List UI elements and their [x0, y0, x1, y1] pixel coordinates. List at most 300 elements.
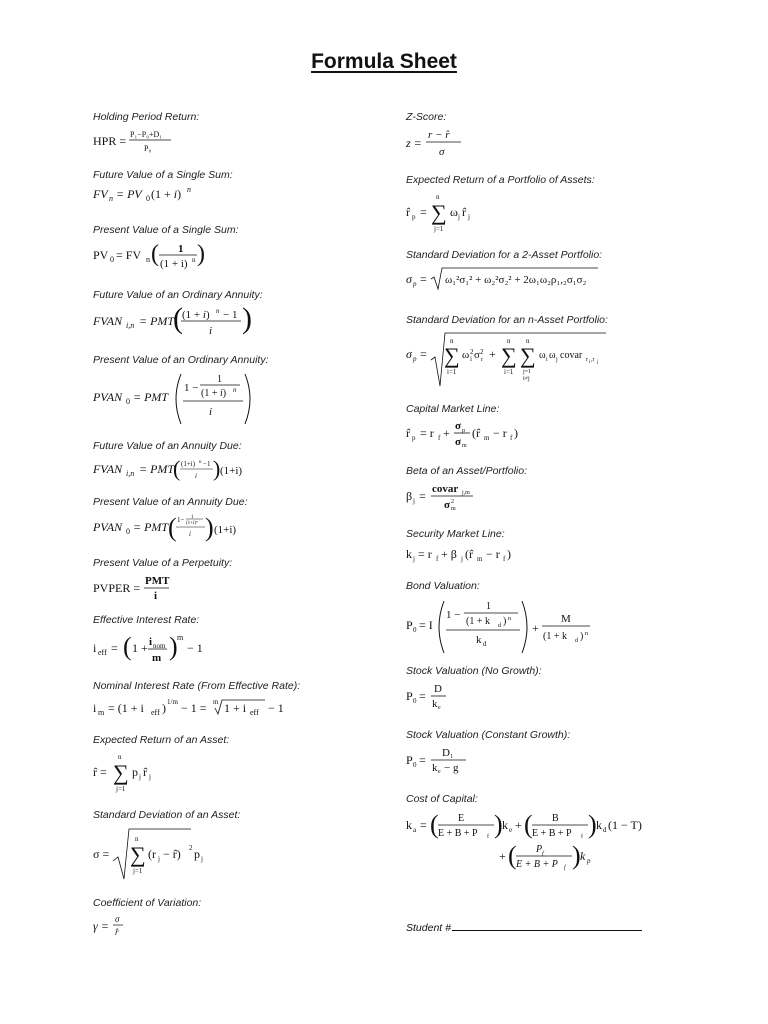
svg-text:∑: ∑: [444, 343, 460, 368]
svg-text:(1+i)ⁿ: (1+i)ⁿ: [186, 521, 198, 526]
svg-text:−1: −1: [203, 460, 211, 468]
svg-text:(r: (r: [148, 847, 156, 861]
svg-text:ω: ω: [450, 205, 458, 219]
formula-label: Present Value of a Perpetuity:: [93, 557, 233, 569]
svg-text:1 + i: 1 + i: [224, 701, 247, 715]
svg-text:P: P: [406, 618, 413, 632]
formula-bond: [406, 596, 626, 656]
svg-text:f: f: [487, 834, 489, 840]
svg-text:ω₁²σ₁² + ω₂²σ₂² + 2ω₁ω₂ρ₁,₂σ₁σ: ω₁²σ₁² + ω₂²σ₂² + 2ω₁ω₂ρ₁,₂σ₁σ₂: [445, 274, 587, 286]
formula-hpr: [93, 127, 203, 155]
formula-label: Effective Interest Rate:: [93, 614, 200, 626]
svg-text:n: n: [118, 753, 122, 761]
svg-text:j: j: [597, 360, 599, 365]
svg-text:r̂: r̂: [406, 205, 410, 219]
formula-block-cml: [406, 403, 566, 449]
svg-text:): ): [494, 810, 503, 839]
svg-text:(1 + i): (1 + i): [151, 187, 182, 201]
svg-text:(1+i): (1+i): [220, 465, 243, 477]
svg-text:p: p: [194, 847, 200, 861]
svg-text:eff: eff: [151, 708, 160, 717]
formula-cml: [406, 419, 566, 449]
svg-text:p: p: [413, 280, 417, 288]
svg-text:k: k: [476, 634, 482, 646]
svg-text:σ =: σ =: [93, 847, 110, 861]
svg-text:r̂: r̂: [115, 927, 119, 937]
formula-fvan: [93, 302, 263, 339]
svg-text:PVAN: PVAN: [93, 520, 123, 534]
svg-text:=: =: [419, 689, 426, 703]
svg-text:(: (: [173, 456, 181, 481]
formula-block-sml: [406, 528, 546, 564]
svg-text:n: n: [146, 255, 150, 264]
svg-text:eff: eff: [250, 708, 259, 717]
svg-text:f: f: [581, 834, 583, 840]
svg-text:): ): [169, 632, 178, 661]
svg-text:2: 2: [480, 348, 484, 356]
svg-text:=: =: [419, 489, 426, 503]
svg-text:nom: nom: [153, 642, 166, 650]
svg-text:p: p: [462, 428, 465, 434]
svg-text:r̂: r̂: [462, 205, 466, 219]
formula-label: Stock Valuation (Constant Growth):: [406, 729, 571, 741]
svg-text:i: i: [470, 355, 472, 363]
svg-text:r̂: r̂: [406, 426, 410, 440]
svg-text:): ): [242, 302, 252, 335]
svg-text:0: 0: [126, 397, 130, 406]
svg-text:n: n: [436, 193, 440, 201]
svg-text:2: 2: [470, 348, 474, 356]
formula-beta: [406, 481, 527, 511]
formula-label: Bond Valuation:: [406, 580, 480, 592]
svg-text:= PMT: = PMT: [133, 390, 169, 404]
svg-text:): ): [162, 701, 166, 715]
svg-text:σ: σ: [474, 349, 480, 361]
svg-text:∑: ∑: [431, 200, 447, 225]
svg-text:γ =: γ =: [93, 919, 109, 933]
svg-text:m: m: [98, 708, 105, 717]
formula-block-nominal-rate: [93, 680, 300, 718]
formula-label: Stock Valuation (No Growth):: [406, 665, 542, 677]
svg-text:(: (: [168, 513, 177, 542]
formula-block-perpetuity: [93, 557, 232, 603]
svg-text:− r: − r: [493, 426, 507, 440]
svg-text:z =: z =: [406, 136, 422, 150]
svg-text:(: (: [151, 241, 159, 267]
svg-text:n: n: [585, 631, 588, 637]
formula-block-beta: [406, 465, 527, 511]
svg-text:d: d: [498, 623, 501, 629]
svg-text:B: B: [552, 813, 559, 824]
svg-text:n: n: [507, 337, 511, 345]
formula-label: Beta of an Asset/Portfolio:: [406, 465, 528, 477]
svg-text:FVAN: FVAN: [93, 314, 123, 328]
svg-text:r − r̂: r − r̂: [428, 129, 450, 141]
svg-text:D: D: [434, 683, 442, 695]
svg-text:f: f: [503, 555, 506, 563]
formula-coef-variation: [93, 913, 201, 939]
svg-text:1: 1: [191, 515, 194, 520]
formula-nominal-rate: [93, 696, 300, 718]
svg-text:(1 + i): (1 + i): [160, 258, 188, 270]
svg-text:j: j: [149, 773, 151, 781]
svg-text:): ): [213, 456, 221, 481]
svg-text:e: e: [438, 769, 441, 775]
svg-text:n: n: [109, 194, 113, 203]
svg-text:k: k: [502, 818, 508, 832]
svg-text:+: +: [489, 347, 496, 361]
svg-text:=: =: [111, 641, 118, 655]
formula-label: Z-Score:: [406, 111, 447, 123]
student-number-field[interactable]: [406, 921, 642, 934]
svg-text:f: f: [438, 434, 441, 442]
formula-label: Security Market Line:: [406, 528, 505, 540]
svg-text:): ): [514, 426, 518, 440]
formula-z-score: [406, 127, 486, 159]
svg-text:ω: ω: [462, 349, 470, 361]
svg-text:k: k: [406, 547, 412, 561]
svg-text:− r̂): − r̂): [163, 847, 181, 861]
svg-text:=: =: [419, 753, 426, 767]
page-title: Formula Sheet: [311, 50, 457, 73]
svg-text:r: r: [586, 357, 588, 363]
svg-text:− g: − g: [444, 762, 459, 774]
svg-text:0: 0: [413, 697, 417, 705]
svg-text:j: j: [158, 855, 160, 863]
svg-text:PVAN: PVAN: [93, 390, 123, 404]
svg-text:j: j: [461, 555, 463, 563]
formula-label: Future Value of a Single Sum:: [93, 169, 233, 181]
svg-text:i: i: [154, 590, 158, 602]
svg-text:− 1: − 1: [187, 641, 203, 655]
svg-text:(r̂: (r̂: [472, 426, 480, 440]
svg-text:PVPER =: PVPER =: [93, 581, 141, 595]
svg-text:1 +: 1 +: [132, 641, 148, 655]
svg-text:P₁−P₀+D₁: P₁−P₀+D₁: [130, 130, 163, 139]
formula-sml: [406, 544, 546, 564]
svg-text:p: p: [413, 355, 417, 363]
svg-text:= r: = r: [420, 426, 434, 440]
svg-text:p: p: [132, 765, 138, 779]
formula-n-asset-sd: [406, 330, 636, 388]
svg-text:FV: FV: [93, 187, 108, 201]
svg-text:i: i: [189, 530, 191, 538]
formula-label: Cost of Capital:: [406, 793, 478, 805]
svg-text:f: f: [436, 555, 439, 563]
formula-stock-constant-growth: [406, 745, 570, 775]
svg-text:k: k: [580, 849, 586, 863]
formula-label: Present Value of an Annuity Due:: [93, 496, 248, 508]
svg-text:HPR =: HPR =: [93, 134, 127, 148]
svg-text:(: (: [173, 302, 183, 335]
svg-text:0: 0: [413, 761, 417, 769]
svg-text:): ): [507, 547, 511, 561]
formula-std-dev: [93, 825, 240, 885]
svg-text:i,n: i,n: [126, 469, 135, 478]
svg-text:(r̂: (r̂: [465, 547, 473, 561]
formula-label: Holding Period Return:: [93, 111, 200, 123]
formula-block-n-asset-sd: [406, 314, 636, 388]
formula-block-pv-single: [93, 224, 239, 272]
formula-cost-of-capital: [406, 809, 646, 879]
svg-text:i: i: [93, 641, 97, 655]
svg-text:+: +: [499, 849, 506, 863]
svg-text:m: m: [213, 698, 219, 706]
svg-text:= PMT: = PMT: [139, 462, 175, 476]
formula-pvan-due: [93, 512, 263, 544]
svg-text:j: j: [413, 555, 415, 563]
svg-text:f: f: [510, 434, 513, 442]
svg-text:i: i: [209, 325, 213, 337]
svg-text:m: m: [177, 633, 184, 642]
formula-fvan-due: [93, 456, 263, 484]
svg-text:r̂ =: r̂ =: [93, 765, 107, 779]
svg-text:σ: σ: [406, 347, 412, 361]
formula-pv-single: [93, 240, 239, 272]
svg-text:f: f: [564, 865, 566, 871]
svg-text:∑: ∑: [501, 343, 517, 368]
formula-stock-no-growth: [406, 681, 542, 711]
formula-block-z-score: [406, 111, 486, 159]
svg-text:D: D: [442, 747, 450, 759]
svg-text:1 −: 1 −: [184, 382, 199, 394]
svg-text:E + B + P: E + B + P: [438, 828, 478, 839]
svg-text:k: k: [596, 818, 602, 832]
svg-text:− 1: − 1: [223, 309, 238, 321]
formula-label: Standard Deviation for a 2-Asset Portfolio:: [406, 249, 603, 261]
svg-text:j: j: [556, 357, 558, 363]
formula-2-asset-sd: [406, 265, 626, 291]
formula-block-stock-constant-growth: [406, 729, 570, 775]
svg-text:E: E: [458, 813, 465, 824]
svg-text:= (1 + i: = (1 + i: [108, 701, 144, 715]
svg-text:= FV: = FV: [116, 248, 142, 262]
svg-text:P₀: P₀: [144, 144, 152, 153]
svg-text:1: 1: [486, 601, 491, 612]
svg-text:n: n: [192, 256, 196, 264]
formula-label: Capital Market Line:: [406, 403, 500, 415]
svg-text:1: 1: [450, 754, 453, 760]
svg-text:+: +: [515, 818, 522, 832]
svg-text:0: 0: [146, 194, 150, 203]
svg-text:d: d: [575, 638, 578, 644]
svg-text:n: n: [216, 307, 220, 315]
svg-text:p: p: [587, 857, 591, 865]
svg-text:(: (: [430, 810, 439, 839]
svg-text:= r: = r: [418, 547, 432, 561]
svg-text:eff: eff: [98, 648, 107, 657]
svg-text:− r: − r: [486, 547, 500, 561]
svg-text:=: =: [420, 347, 427, 361]
svg-text:covar: covar: [432, 483, 459, 495]
svg-text:0: 0: [126, 527, 130, 536]
formula-block-pvan-due: [93, 496, 263, 544]
svg-text:k: k: [432, 698, 438, 710]
svg-text:+ β: + β: [441, 547, 457, 561]
svg-text:j: j: [468, 213, 470, 221]
svg-text:1: 1: [178, 243, 184, 255]
svg-text:P: P: [536, 844, 543, 855]
svg-text:σ: σ: [406, 272, 412, 286]
svg-text:(1 − T): (1 − T): [608, 818, 642, 832]
svg-text:E + B + P: E + B + P: [532, 828, 572, 839]
svg-text:= PMT: = PMT: [139, 314, 175, 328]
svg-text:E + B + P: E + B + P: [516, 859, 558, 870]
svg-text:ω: ω: [549, 350, 556, 361]
svg-text:σ: σ: [439, 146, 445, 158]
svg-text:): ): [588, 810, 597, 839]
svg-text:j=1: j=1: [523, 369, 532, 375]
svg-text:1−: 1−: [177, 516, 185, 524]
svg-text:j,m: j,m: [462, 490, 470, 496]
svg-text:P: P: [406, 689, 413, 703]
formula-label: Expected Return of a Portfolio of Assets:: [406, 174, 595, 186]
svg-text:n: n: [233, 386, 237, 394]
svg-text:): ): [503, 616, 507, 627]
svg-text:m: m: [484, 434, 490, 442]
svg-text:j: j: [201, 855, 203, 863]
svg-text:(1+i): (1+i): [181, 460, 196, 468]
svg-text:(1 + i): (1 + i): [182, 309, 210, 321]
formula-block-fvan-due: [93, 440, 263, 484]
svg-text:(1 + k: (1 + k: [543, 631, 567, 642]
svg-text:PMT: PMT: [145, 575, 170, 587]
formula-label: Standard Deviation of an Asset:: [93, 809, 241, 821]
svg-text:n: n: [199, 460, 202, 465]
svg-text:0: 0: [413, 626, 417, 634]
svg-text:1/m: 1/m: [167, 698, 178, 706]
formula-block-2-asset-sd: [406, 249, 626, 291]
svg-text:r: r: [481, 357, 483, 363]
formula-block-cost-of-capital: [406, 793, 646, 879]
svg-text:= PV: = PV: [116, 187, 142, 201]
svg-text:i≠j: i≠j: [523, 376, 530, 382]
svg-text:n: n: [187, 185, 191, 194]
svg-text:f: f: [542, 851, 544, 857]
svg-text:(: (: [123, 632, 132, 661]
svg-text:i,n: i,n: [126, 321, 135, 330]
svg-text:d: d: [483, 640, 487, 648]
svg-text:0: 0: [110, 255, 114, 264]
svg-text:∑: ∑: [130, 842, 146, 867]
svg-text:a: a: [413, 826, 417, 834]
formula-block-bond: [406, 580, 626, 656]
svg-text:i: i: [149, 636, 153, 648]
svg-text:): ): [580, 631, 584, 642]
svg-text:σ: σ: [444, 499, 450, 511]
svg-text:∑: ∑: [113, 760, 129, 785]
svg-text:+: +: [443, 426, 450, 440]
svg-text:,r: ,r: [591, 357, 595, 363]
svg-text:i=1: i=1: [447, 368, 457, 376]
svg-text:ω: ω: [539, 350, 546, 361]
svg-text:j=1: j=1: [434, 225, 444, 233]
formula-block-effective-rate: [93, 614, 233, 664]
formula-label: Future Value of an Ordinary Annuity:: [93, 289, 263, 301]
svg-text:2: 2: [451, 499, 454, 505]
formula-block-expected-return: [93, 734, 229, 794]
svg-text:P: P: [406, 753, 413, 767]
svg-text:): ): [197, 241, 205, 267]
svg-text:n: n: [526, 337, 530, 345]
svg-text:k: k: [432, 762, 438, 774]
formula-block-portfolio-return: [406, 174, 595, 234]
svg-text:β: β: [406, 489, 413, 503]
svg-text:=: =: [420, 205, 427, 219]
svg-text:σ: σ: [455, 436, 461, 448]
svg-text:j=1: j=1: [116, 785, 126, 793]
formula-label: Coefficient of Variation:: [93, 897, 202, 909]
svg-text:FVAN: FVAN: [93, 462, 123, 476]
svg-text:∑: ∑: [520, 343, 536, 368]
svg-text:− 1: − 1: [268, 701, 284, 715]
formula-effective-rate: [93, 630, 233, 664]
svg-text:(1 + i): (1 + i): [201, 388, 227, 399]
svg-text:j: j: [413, 497, 415, 505]
student-number-blank-line[interactable]: [452, 921, 642, 931]
svg-text:(: (: [508, 841, 517, 870]
svg-text:2: 2: [189, 844, 193, 852]
formula-label: Present Value of an Ordinary Annuity:: [93, 354, 269, 366]
svg-text:p: p: [412, 213, 416, 221]
svg-text:(1 + k: (1 + k: [466, 616, 490, 627]
svg-text:=: =: [420, 818, 427, 832]
formula-expected-return: [93, 750, 229, 794]
svg-text:covar: covar: [560, 350, 583, 361]
svg-text:j: j: [458, 213, 460, 221]
svg-text:σ: σ: [455, 420, 461, 432]
svg-text:m: m: [462, 443, 467, 449]
formula-block-stock-no-growth: [406, 665, 542, 711]
formula-label: Present Value of a Single Sum:: [93, 224, 239, 236]
svg-text:= PMT: = PMT: [133, 520, 169, 534]
formula-perpetuity: [93, 573, 232, 603]
svg-text:i: i: [546, 357, 548, 363]
svg-text:r̂: r̂: [143, 765, 147, 779]
svg-text:1 −: 1 −: [446, 609, 461, 621]
formula-pvan: [93, 370, 269, 428]
svg-text:e: e: [509, 826, 513, 834]
formula-block-coef-variation: [93, 897, 201, 939]
svg-text:=: =: [420, 272, 427, 286]
svg-text:n: n: [508, 616, 511, 622]
svg-text:p: p: [412, 434, 416, 442]
svg-text:i: i: [195, 472, 197, 480]
svg-text:+: +: [532, 621, 539, 635]
formula-block-hpr: [93, 111, 203, 155]
svg-text:= I: = I: [419, 618, 433, 632]
svg-text:): ): [572, 841, 581, 870]
formula-fv-single: [93, 185, 233, 203]
student-number-label: Student #: [406, 922, 451, 934]
svg-text:j: j: [139, 773, 141, 781]
formula-portfolio-return: [406, 190, 595, 234]
formula-label: Future Value of an Annuity Due:: [93, 440, 242, 452]
svg-text:(1+i): (1+i): [214, 524, 237, 536]
formula-label: Nominal Interest Rate (From Effective Rate):: [93, 680, 301, 692]
svg-text:(: (: [524, 810, 533, 839]
svg-text:e: e: [438, 705, 441, 711]
formula-block-pvan: [93, 354, 269, 428]
formula-block-fv-single: [93, 169, 233, 203]
svg-text:i: i: [209, 406, 213, 418]
svg-text:− 1 =: − 1 =: [181, 701, 207, 715]
svg-text:PV: PV: [93, 248, 109, 262]
svg-text:n: n: [450, 337, 454, 345]
svg-text:M: M: [561, 613, 571, 625]
svg-text:k: k: [406, 818, 412, 832]
svg-text:σ: σ: [115, 914, 120, 924]
